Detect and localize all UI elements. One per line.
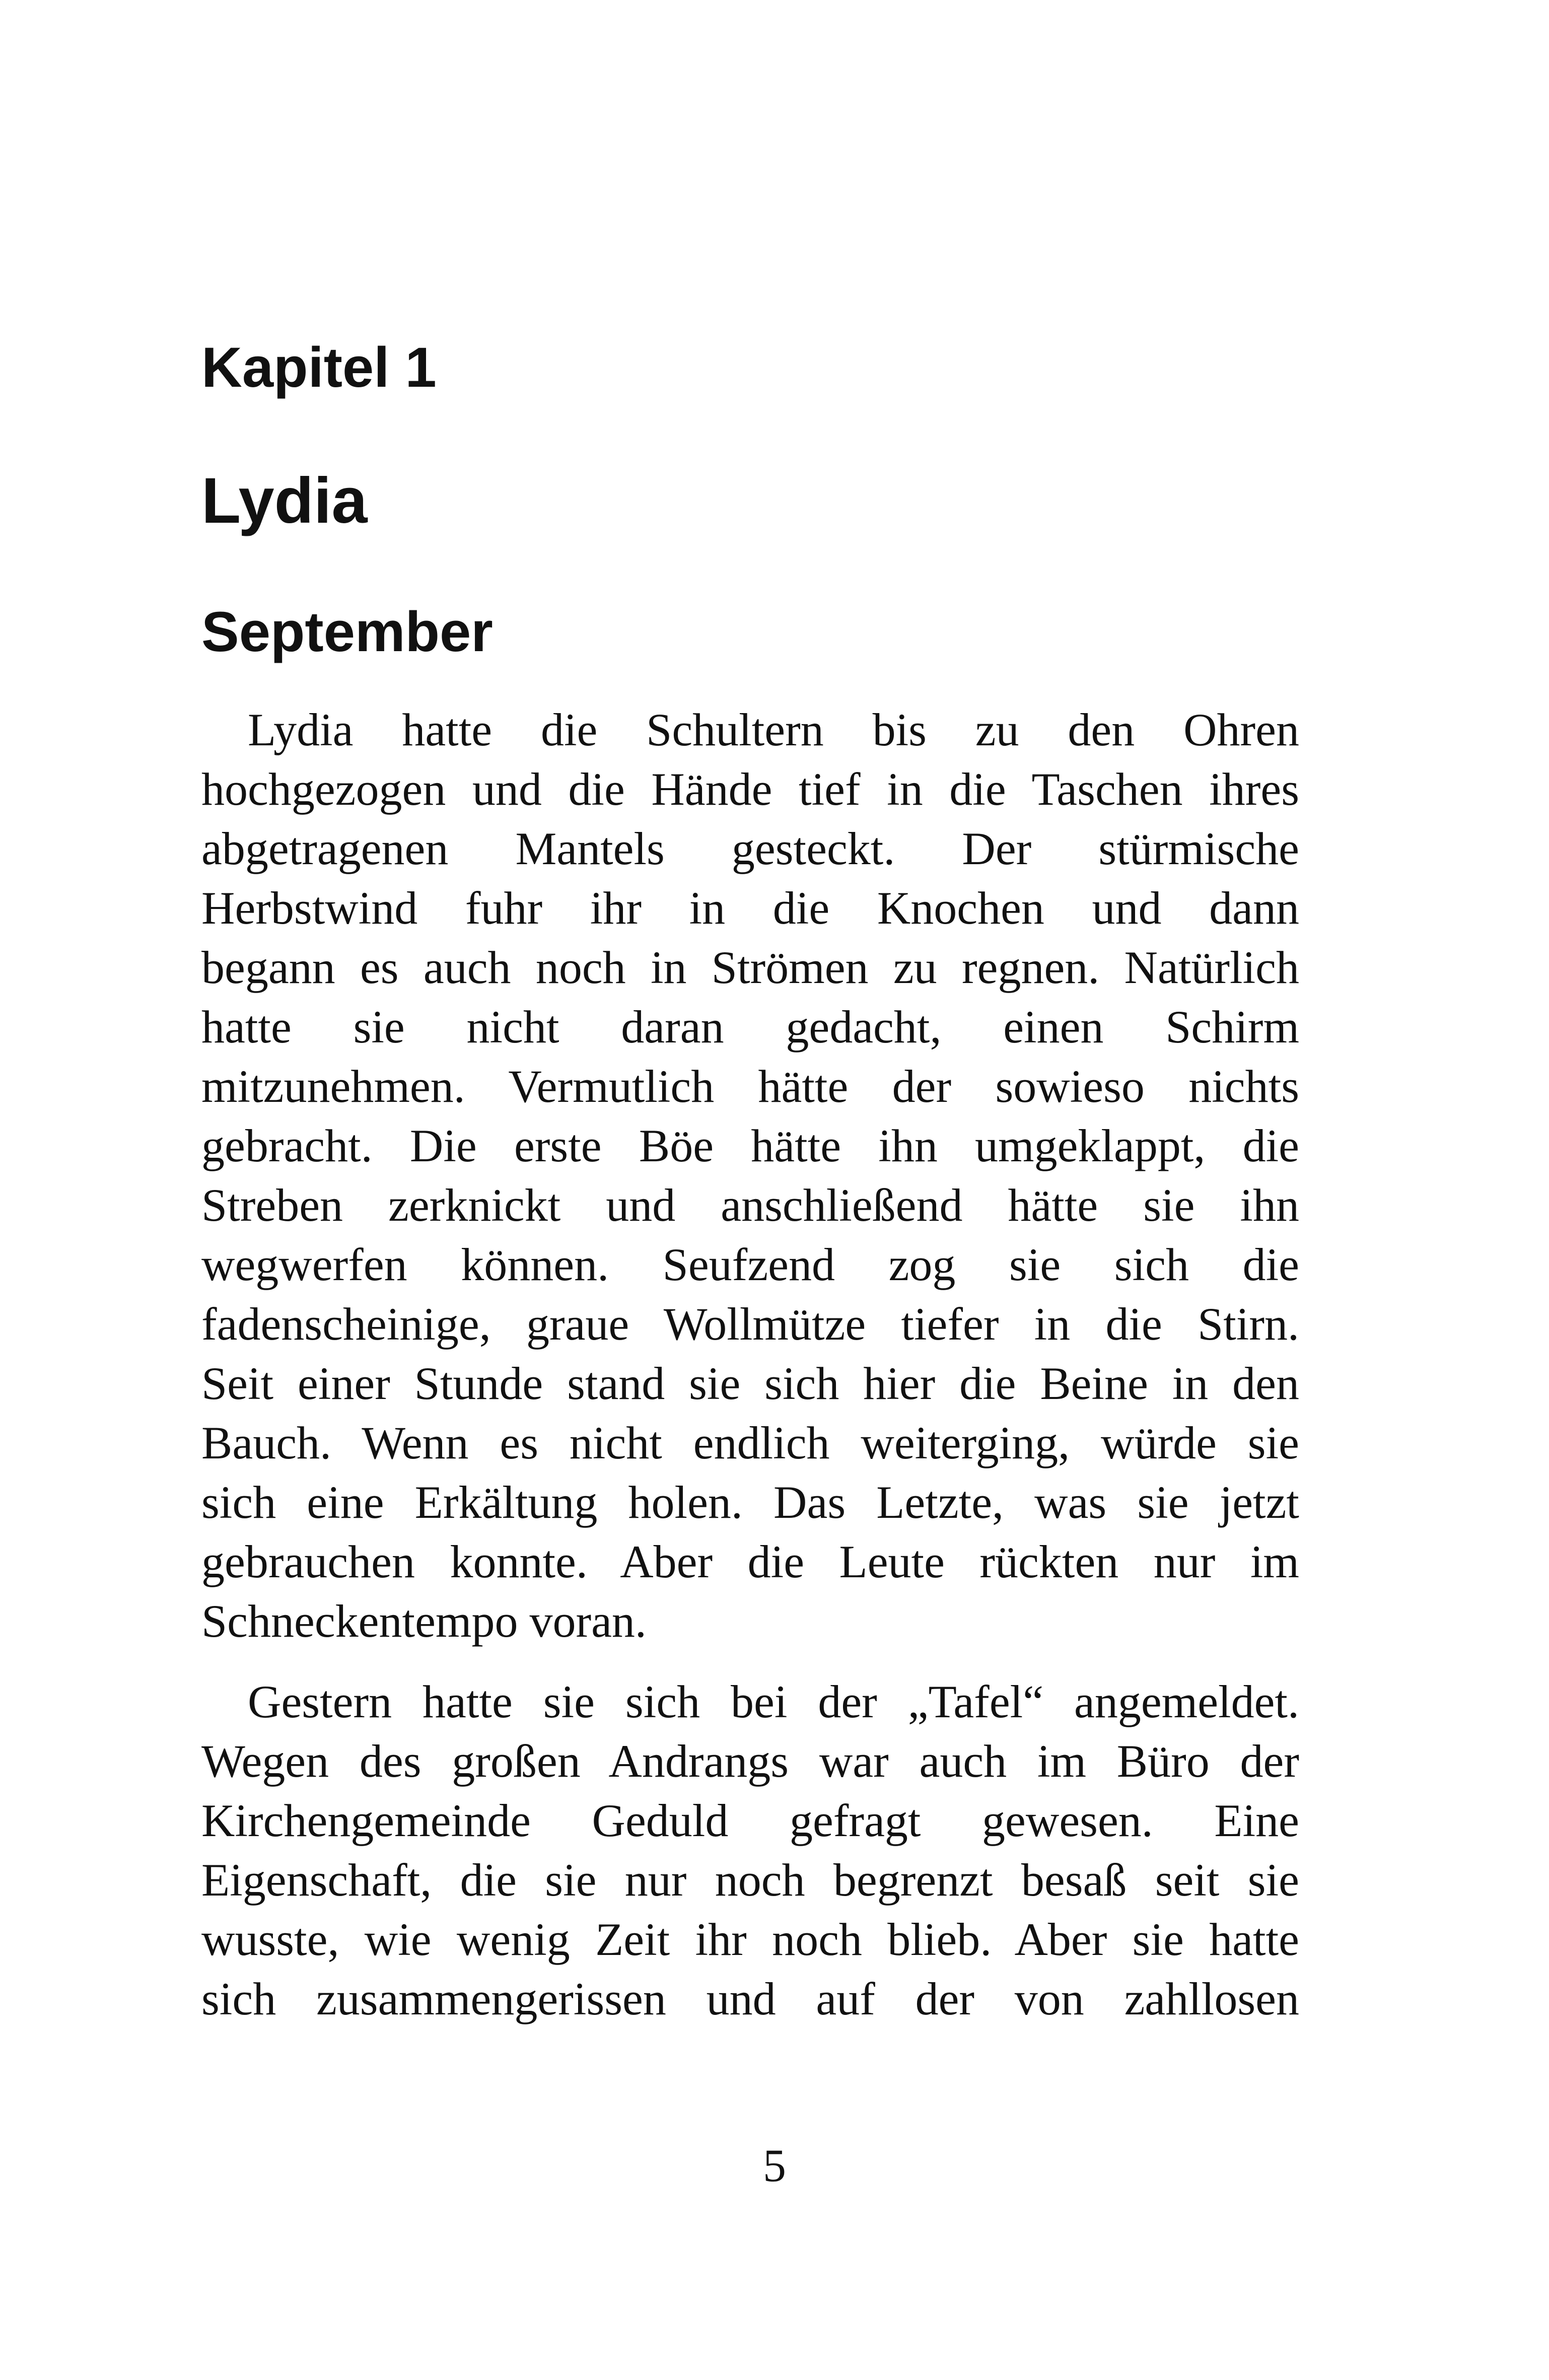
text-line: gebrauchen konnte. Aber die Leute rückten nur im (201, 1536, 1299, 1587)
text-line: Wegen des großen Andrangs war auch im Büro der (201, 1735, 1299, 1787)
text-line: Schneckentempo voran. (201, 1595, 647, 1647)
text-line: Bauch. Wenn es nicht endlich weiterging, würde sie (201, 1417, 1299, 1468)
text-line: wusste, wie wenig Zeit ihr noch blieb. Aber sie hatte (201, 1914, 1299, 1965)
text-line: hochgezogen und die Hände tief in die Taschen ihres (201, 763, 1299, 815)
chapter-title: Lydia (201, 465, 368, 537)
chapter-label: Kapitel 1 (201, 336, 437, 399)
text-line: sich eine Erkältung holen. Das Letzte, was sie jetzt (201, 1477, 1299, 1528)
text-line: Kirchengemeinde Geduld gefragt gewesen. Eine (201, 1795, 1299, 1846)
text-line: Herbstwind fuhr ihr in die Knochen und dann (201, 882, 1299, 934)
text-line: abgetragenen Mantels gesteckt. Der stürmische (201, 823, 1299, 874)
text-line: begann es auch noch in Strömen zu regnen. Natürlich (201, 942, 1299, 993)
text-line: Gestern hatte sie sich bei der „Tafel“ angemeldet. (248, 1676, 1299, 1727)
text-line: Lydia hatte die Schultern bis zu den Ohren (248, 704, 1299, 755)
text-line: Streben zerknickt und anschließend hätte sie ihn (201, 1179, 1299, 1231)
text-line: gebracht. Die erste Böe hätte ihn umgeklappt, die (201, 1120, 1299, 1171)
section-title: September (201, 600, 493, 663)
text-line: fadenscheinige, graue Wollmütze tiefer in die Stirn. (201, 1298, 1299, 1350)
paragraph (201, 700, 1299, 1651)
text-line: sich zusammengerissen und auf der von zahllosen (201, 1973, 1299, 2024)
text-line: Eigenschaft, die sie nur noch begrenzt besaß seit sie (201, 1854, 1299, 1906)
text-line: Seit einer Stunde stand sie sich hier die Beine in den (201, 1358, 1299, 1409)
page-number: 5 (763, 2140, 786, 2191)
text-line: mitzunehmen. Vermutlich hätte der sowieso nichts (201, 1061, 1299, 1112)
text-line: hatte sie nicht daran gedacht, einen Schirm (201, 1001, 1299, 1053)
text-line: wegwerfen können. Seufzend zog sie sich die (201, 1239, 1299, 1290)
paragraph (201, 1672, 1299, 2028)
